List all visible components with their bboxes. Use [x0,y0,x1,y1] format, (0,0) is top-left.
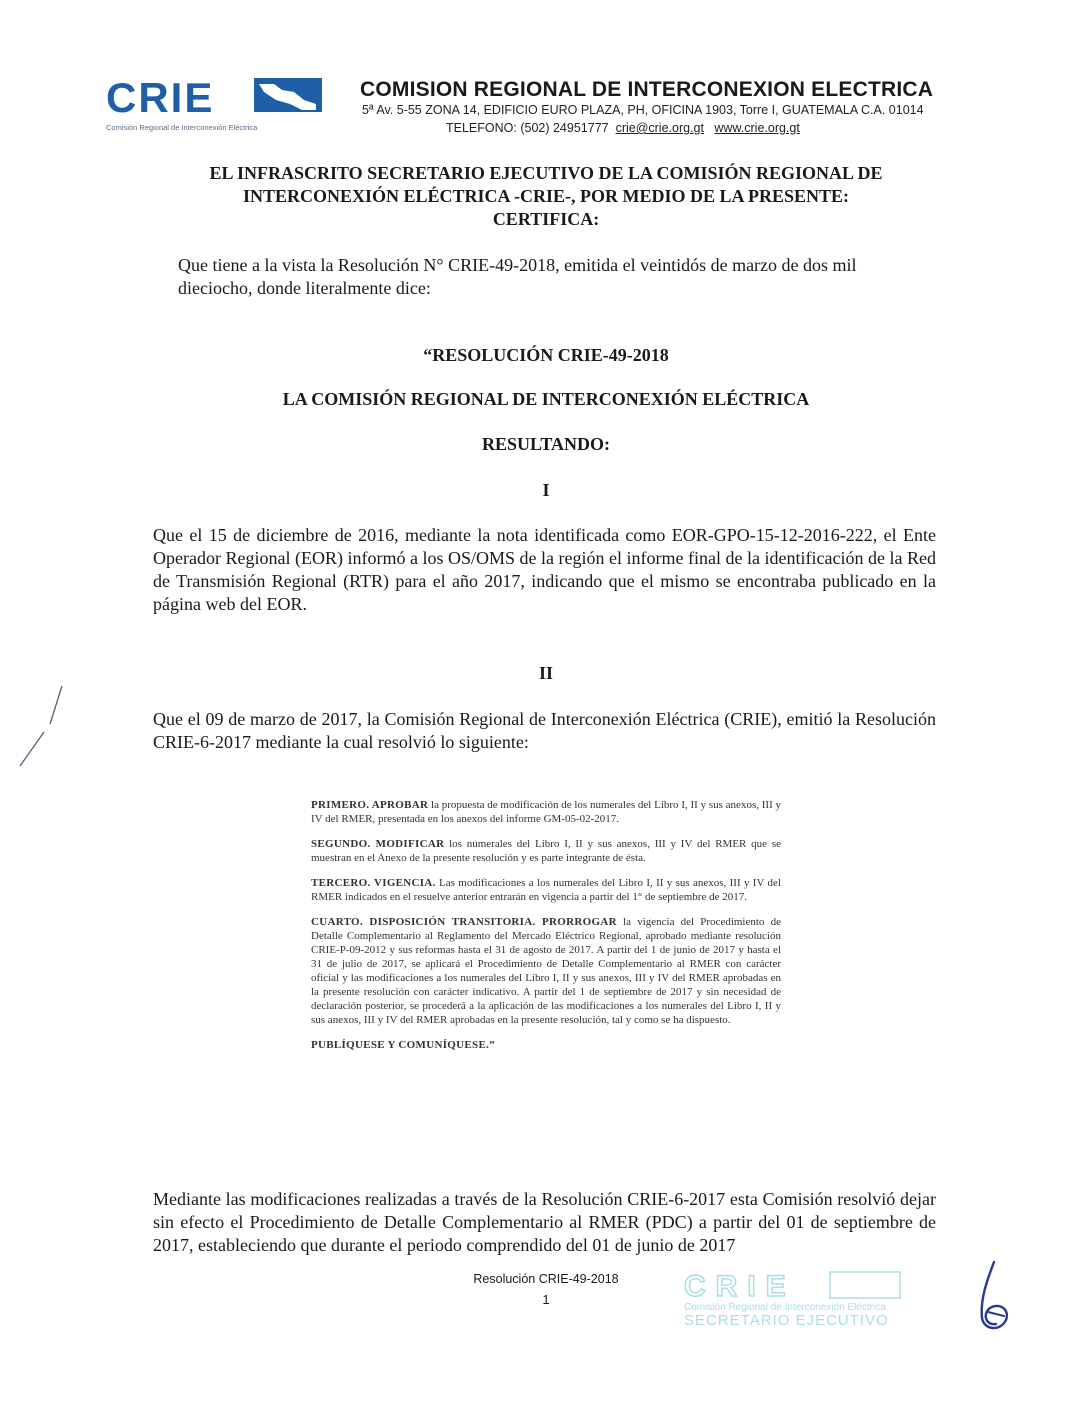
stamp-logo-text: CRIE [684,1270,796,1303]
quote-primero: PRIMERO. APROBAR la propuesta de modificación de los numerales del Libro I, II y sus anexos, III y IV del RMER, presentada en los anexos del informe GM-05-02-2017. [311,799,781,825]
numeral-2: II [538,663,553,683]
central-america-map-icon [254,78,322,112]
resolution-title: “RESOLUCIÓN CRIE-49-2018 [423,345,669,365]
logo-text: CRIE [106,74,215,121]
paragraph-2: Que el 09 de marzo de 2017, la Comisión Regional de Interconexión Eléctrica (CRIE), emitió la Resolución CRIE-6-2017 mediante la cual resolvió lo siguiente: [153,709,936,752]
phone-label: TELEFONO: [446,121,517,135]
heading-line-2: INTERCONEXIÓN ELÉCTRICA -CRIE-, POR MEDIO DE LA PRESENTE: [242,186,850,206]
quote-cuarto: CUARTO. DISPOSICIÓN TRANSITORIA. PRORROGAR la vigencia del Procedimiento de Detalle Complementario al Reglamento del Mercado Eléctrico Regional, aprobado mediante resolución CRIE-P-09-2012 y sus reformas hasta el 31 de agosto de 2017. A partir del 1 de junio de 2017 y hasta el 31 de julio de 2017, se aplicará el Procedimiento de Detalle Complementario al RMER con carácter oficial y las modificaciones a los numerales del Libro I, II y sus anexos, III y IV del RMER aprobadas en la presente resolución con carácter indicativo. A partir del 1 de septiembre de 2017 y sin necesidad de declaración posterior, se procederá a la aplicación de las modificaciones a los numerales del Libro I, II y sus anexos, III y IV del RMER aprobadas en la presente resolución, tal y como se ha dispuesto. [311,916,782,1026]
website-link[interactable]: www.crie.org.gt [714,121,800,135]
certification-intro: Que tiene a la vista la Resolución N° CRIE-49-2018, emitida el veintidós de marzo de dos mil dieciocho, donde literalmente dice: [178,255,857,298]
address: 5ª Av. 5-55 ZONA 14, EDIFICIO EURO PLAZA, PH, OFICINA 1903, Torre I, GUATEMALA C.A. 01014 [362,103,924,117]
numeral-1: I [542,480,550,500]
footer-reference: Resolución CRIE-49-2018 [473,1272,619,1286]
heading-line-3: CERTIFICA: [492,209,600,229]
paragraph-1: Que el 15 de diciembre de 2016, mediante la nota identificada como EOR-GPO-15-12-2016-222, el Ente Operador Regional (EOR) informó a los OS/OMS de la región el informe final de la identificación de la Red de Transmisión Regional (RTR) para el año 2017, indicando que el mismo se encontraba publicado en la página web del EOR. [153,525,936,614]
heading-line-1: EL INFRASCRITO SECRETARIO EJECUTIVO DE LA COMISIÓN REGIONAL DE [209,163,883,183]
email-link[interactable]: crie@crie.org.gt [615,121,704,135]
crie-logo [104,70,326,140]
quote-closing: PUBLÍQUESE Y COMUNÍQUESE.” [311,1039,495,1051]
signature-mark [960,1258,1020,1338]
page-number: 1 [542,1292,550,1307]
quoted-resolution [311,798,781,1063]
secretary-stamp [680,1270,924,1326]
quote-tercero: TERCERO. VIGENCIA. Las modificaciones a los numerales del Libro I, II y sus anexos, III y IV del RMER indicados en el resuelve anterior entrarán en vigencia a partir del 1° de septiembre de 2017. [311,877,781,903]
stamp-title: SECRETARIO EJECUTIVO [684,1312,889,1326]
certification-heading [120,162,972,231]
quote-segundo: SEGUNDO. MODIFICAR los numerales del Libro I, II y sus anexos, III y IV del RMER que se muestran en el Anexo de la presente resolución y es parte integrante de ésta. [311,838,782,864]
paragraph-3: Mediante las modificaciones realizadas a través de la Resolución CRIE-6-2017 esta Comisión resolvió dejar sin efecto el Procedimiento de Detalle Complementario al RMER (PDC) a partir del 01 de septiembre de 2017, estableciendo que durante el periodo comprendido del 01 de junio de 2017 [153,1189,936,1255]
margin-mark [10,680,70,780]
org-name: COMISION REGIONAL DE INTERCONEXION ELECTRICA [360,78,934,101]
resultando-heading: RESULTANDO: [481,434,611,454]
contact-line [446,121,946,135]
commission-heading: LA COMISIÓN REGIONAL DE INTERCONEXIÓN ELÉCTRICA [282,389,810,409]
phone-number: (502) 24951777 [520,121,609,135]
stamp-subtitle: Comisión Regional de Interconexión Eléctrica [684,1302,886,1313]
logo-subtitle: Comisión Regional de Interconexión Eléctrica [106,123,258,132]
